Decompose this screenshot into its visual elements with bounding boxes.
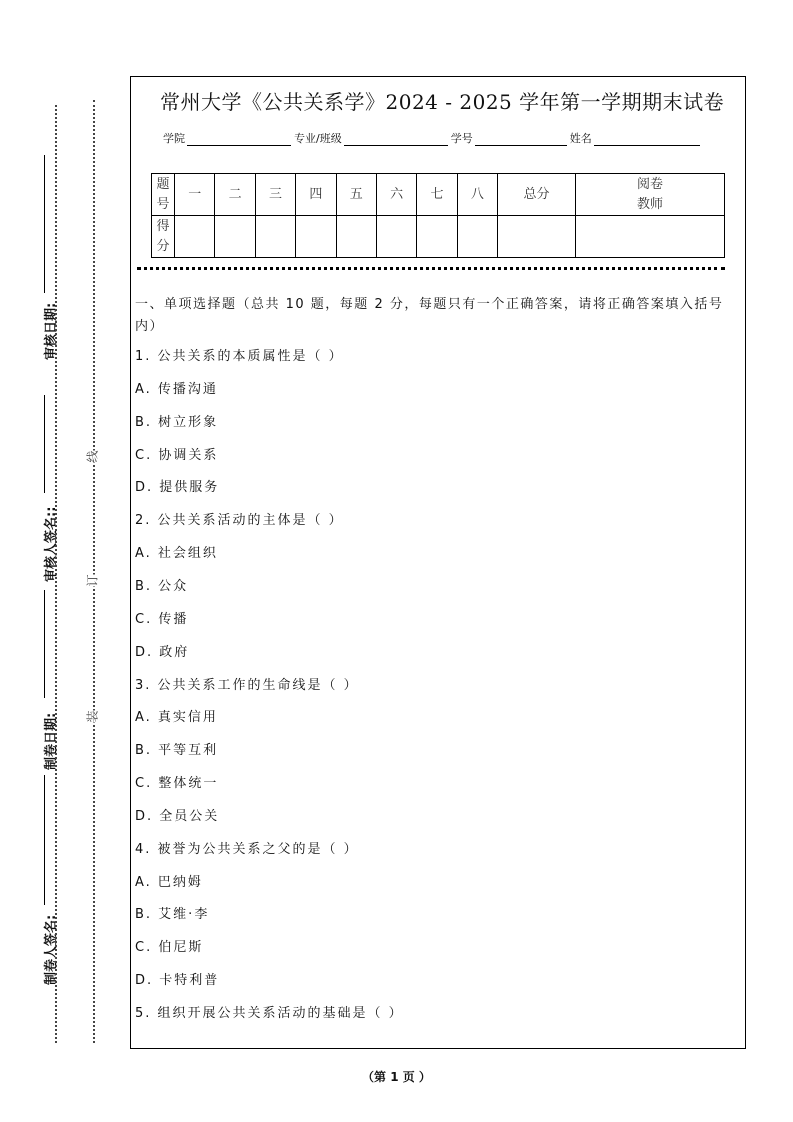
score-cell: [175, 216, 215, 258]
score-cell: [296, 216, 336, 258]
col-header: 三: [255, 174, 295, 216]
col-header: 四: [296, 174, 336, 216]
answer-option: D. 提供服务: [135, 480, 220, 496]
answer-option: A. 真实信用: [135, 710, 218, 726]
question-stem: 2. 公共关系活动的主体是（ ）: [135, 513, 344, 529]
col-header: 一: [175, 174, 215, 216]
answer-option: D. 卡特利普: [135, 973, 220, 989]
maker-sign-label: 制卷人签名:: [44, 914, 59, 985]
answer-option: C. 整体统一: [135, 776, 219, 792]
make-date-line: [44, 590, 45, 698]
question-stem: 4. 被誉为公共关系之父的是（ ）: [135, 841, 359, 857]
dotted-separator: [137, 267, 725, 270]
section-title: 一、单项选择题（总共 10 题，每题 2 分，每题只有一个正确答案，请将正确答案填入括号内）: [135, 297, 724, 334]
row-label-score: 得 分: [152, 216, 175, 258]
score-cell: [417, 216, 457, 258]
answer-option: B. 艾维·李: [135, 907, 210, 923]
col-header-total: 总分: [498, 174, 576, 216]
review-date-line: [44, 155, 45, 293]
answer-option: B. 平等互利: [135, 743, 219, 759]
score-cell: [255, 216, 295, 258]
score-cell: [215, 216, 255, 258]
reviewer-sign-line: [44, 395, 45, 493]
score-cell: [576, 216, 725, 258]
field-id-blank[interactable]: [475, 131, 567, 146]
dotted-cut-line: [55, 105, 57, 1043]
field-id-label: 学号: [450, 132, 473, 145]
make-date-label: 制卷日期:: [44, 712, 59, 770]
col-header-grader: 阅卷 教师: [576, 174, 725, 216]
score-cell: [376, 216, 416, 258]
score-cell: [457, 216, 497, 258]
reviewer-sign-label: 审核人签名::: [44, 506, 59, 582]
maker-sign-line: [44, 775, 45, 905]
row-label-question-no: 题 号: [152, 174, 175, 216]
answer-option: D. 全员公关: [135, 808, 220, 824]
col-header: 六: [376, 174, 416, 216]
col-header: 二: [215, 174, 255, 216]
field-major-label: 专业/班级: [294, 132, 342, 145]
score-cell: [336, 216, 376, 258]
question-stem: 1. 公共关系的本质属性是（ ）: [135, 349, 344, 364]
col-header: 八: [457, 174, 497, 216]
bind-mark-xian: 线: [85, 450, 100, 463]
answer-option: C. 伯尼斯: [135, 940, 204, 956]
col-header: 七: [417, 174, 457, 216]
answer-option: D. 政府: [135, 644, 190, 660]
student-info-row: [163, 130, 703, 146]
question-stem: 5. 组织开展公共关系活动的基础是（ ）: [135, 1006, 404, 1021]
bind-mark-ding: 订: [85, 574, 100, 587]
question-stem: 3. 公共关系工作的生命线是（ ）: [135, 677, 359, 693]
field-name-blank[interactable]: [594, 131, 700, 146]
answer-option: C. 传播: [135, 611, 189, 627]
score-cell: [498, 216, 576, 258]
review-date-label: 审核日期:: [44, 302, 59, 360]
field-college-blank[interactable]: [187, 131, 291, 146]
answer-option: A. 传播沟通: [135, 381, 218, 397]
answer-option: B. 公众: [135, 578, 189, 594]
answer-option: B. 树立形象: [135, 414, 219, 430]
answer-option: C. 协调关系: [135, 447, 219, 463]
page-number: （第 1 页 ）: [362, 1070, 431, 1084]
field-college-label: 学院: [163, 132, 185, 145]
answer-option: A. 社会组织: [135, 546, 218, 562]
answer-option: A. 巴纳姆: [135, 874, 203, 890]
field-name-label: 姓名: [569, 132, 592, 145]
score-table: [151, 173, 725, 258]
col-header: 五: [336, 174, 376, 216]
field-major-blank[interactable]: [344, 131, 448, 146]
dotted-binding-line: [93, 100, 95, 1043]
bind-mark-zhuang: 装: [85, 710, 100, 723]
exam-title: 常州大学《公共关系学》2024 - 2025 学年第一学期期末试卷: [160, 90, 725, 114]
